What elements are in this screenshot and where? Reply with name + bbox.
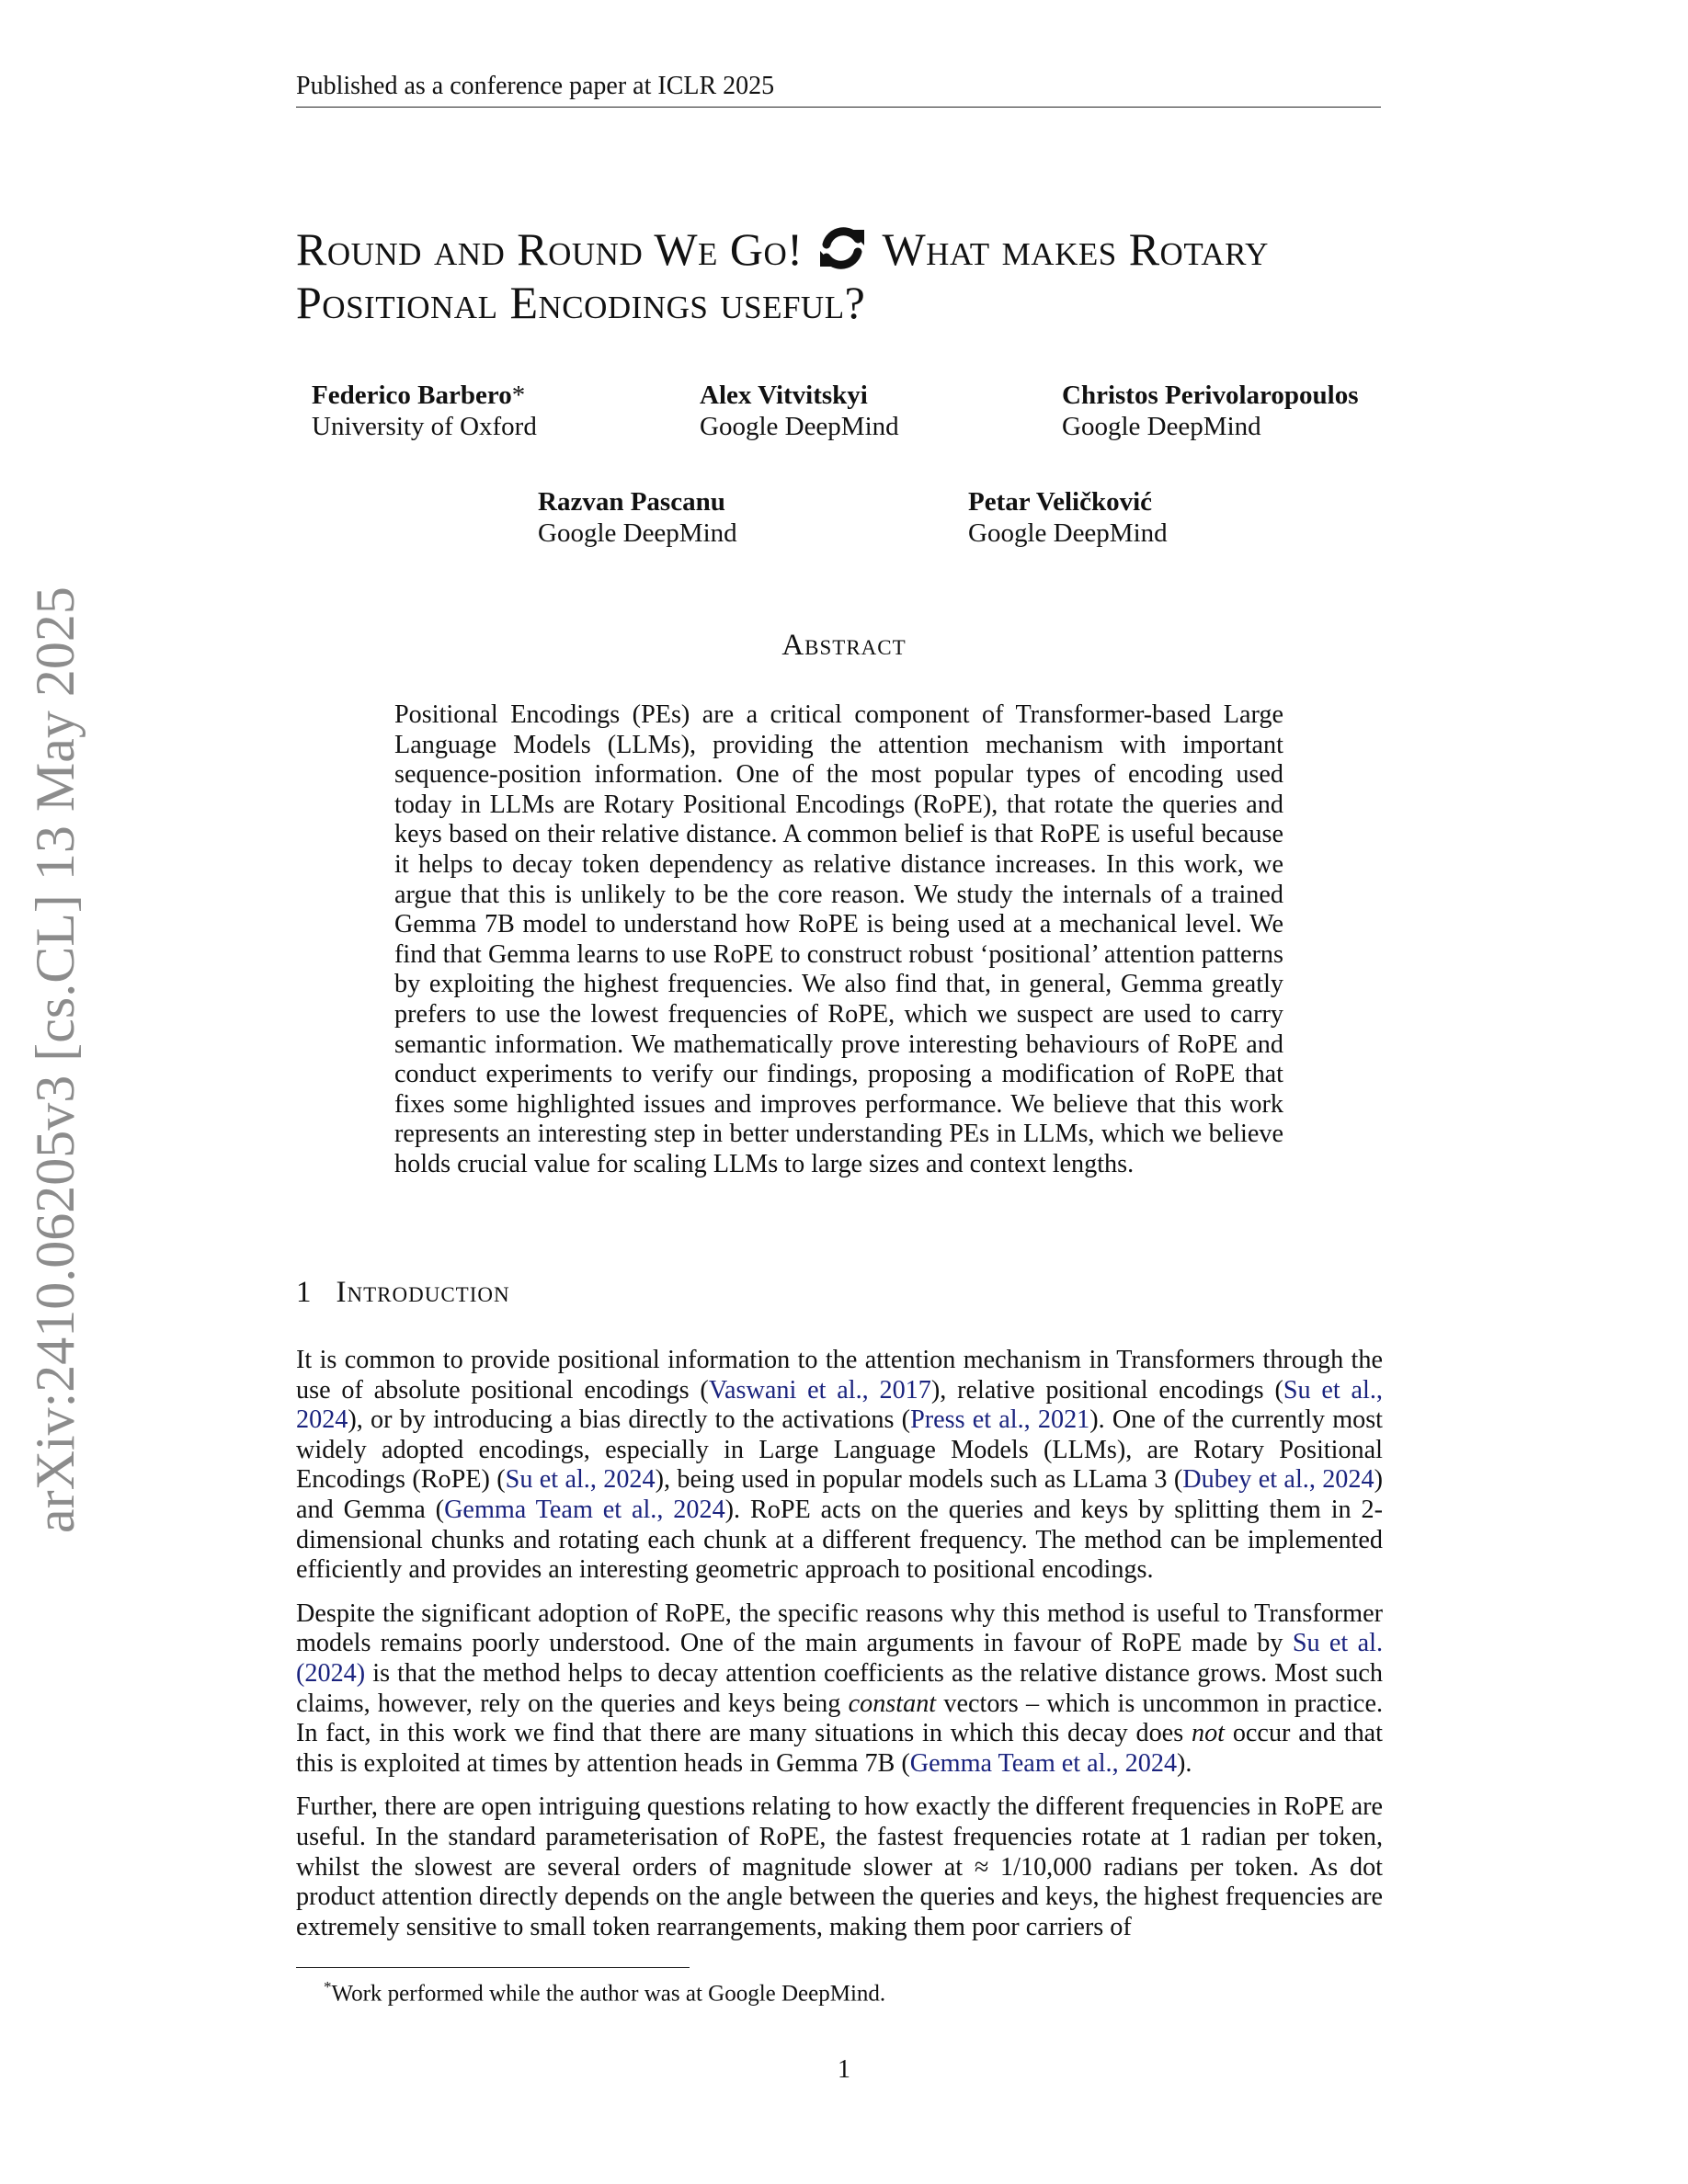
running-header: Published as a conference paper at ICLR 2025 xyxy=(296,72,1381,108)
author-affiliation: Google DeepMind xyxy=(700,412,899,441)
citation-link[interactable]: Press et al., 2021 xyxy=(910,1405,1090,1435)
citation-link[interactable]: Su et al., 2024 xyxy=(296,1375,1383,1435)
refresh-icon xyxy=(818,226,866,270)
paragraph: Further, there are open intriguing questions relating to how exactly the different frequencies in RoPE are useful. In the standard parameterisation of RoPE, the fastest frequencies rotate at 1 radian per token, whilst the slowest are several orders of magnitude slower at ≈ 1/10,000 radians per token. As dot product attention directly depends on the angle between the queries and keys, the highest frequencies are extremely sensitive to small token rearrangements, making them poor carriers of xyxy=(296,1792,1383,1941)
citation-link[interactable]: Su et al. (2024) xyxy=(296,1629,1383,1688)
author-name: Christos Perivolaropoulos xyxy=(1062,381,1359,410)
author-block xyxy=(538,486,737,549)
citation-link[interactable]: Dubey et al., 2024 xyxy=(1182,1465,1374,1495)
section-heading xyxy=(296,1276,510,1310)
title-line-2: Positional Encodings useful? xyxy=(296,277,866,328)
author-name: Razvan Pascanu xyxy=(538,487,725,517)
introduction-body xyxy=(296,1346,1383,1956)
citation-link[interactable]: Vaswani et al., 2017 xyxy=(708,1375,931,1405)
section-title: Introduction xyxy=(336,1276,510,1309)
author-affiliation: Google DeepMind xyxy=(968,518,1168,548)
paragraph: Despite the significant adoption of RoPE, the specific reasons why this method is useful to Transformer models remains poorly understood. One of the main arguments in favour of RoPE made by Su et al. (2024) is that the method helps to decay attention coefficients as the relative distance grows. Most such claims, however, rely on the queries and keys being constant vectors – which is uncommon in practice. In fact, in this work we find that there are many situations in which this decay does not occur and that this is exploited at times by attention heads in Gemma 7B (Gemma Team et al., 2024). xyxy=(296,1598,1384,1778)
author-block xyxy=(700,380,899,442)
paper-title xyxy=(296,222,1399,329)
citation-link[interactable]: Gemma Team et al., 2024 xyxy=(444,1495,725,1524)
author-block xyxy=(968,486,1168,549)
author-affiliation: Google DeepMind xyxy=(538,518,737,548)
author-mark: * xyxy=(511,381,526,410)
footnote-divider xyxy=(296,1967,690,1968)
author-name: Alex Vitvitskyi xyxy=(700,381,868,410)
citation-link[interactable]: Gemma Team et al., 2024 xyxy=(909,1748,1178,1778)
title-part-1: Round and Round We Go! xyxy=(296,223,804,275)
title-part-2: What makes Rotary xyxy=(882,223,1269,275)
arxiv-identifier: arXiv:2410.06205v3 [cs.CL] 13 May 2025 xyxy=(25,586,86,1533)
footnote: *Work performed while the author was at Google DeepMind. xyxy=(324,1978,886,2007)
author-block xyxy=(1062,380,1359,442)
author-block xyxy=(312,380,537,442)
author-affiliation: University of Oxford xyxy=(312,412,537,441)
author-name: Federico Barbero xyxy=(312,381,512,410)
section-number: 1 xyxy=(296,1276,313,1309)
author-name: Petar Veličković xyxy=(968,487,1153,517)
abstract-text: Positional Encodings (PEs) are a critical component of Transformer-based Large Language Models (LLMs), providing the attention mechanism with important sequence-position information. One of the most popular types of encoding used today in LLMs are Rotary Positional Encodings (RoPE), that rotate the queries and keys based on their relative distance. A common belief is that RoPE is useful because it helps to decay token dependency as relative distance increases. In this work, we argue that this is unlikely to be the core reason. We study the internals of a trained Gemma 7B model to understand how RoPE is being used at a mechanical level. We find that Gemma learns to use RoPE to construct robust ‘positional’ attention patterns by exploiting the highest frequencies. We also find that, in general, Gemma greatly prefers to use the lowest frequencies of RoPE, which we suspect are used to carry semantic information. We mathematically prove interesting behaviours of RoPE and conduct experiments to verify our findings, proposing a modification of RoPE that fixes some highlighted issues and improves performance. We believe that this work represents an interesting step in better understanding PEs in LLMs, which we believe holds crucial value for scaling LLMs to large sizes and context lengths. xyxy=(394,700,1283,1178)
abstract-heading: Abstract xyxy=(781,629,907,662)
paragraph: It is common to provide positional information to the attention mechanism in Transformers through the use of absolute positional encodings (Vaswani et al., 2017), relative positional encodings (Su et al., 2024), or by introducing a bias directly to the activations (Press et al., 2021). One of the currently most widely adopted encodings, especially in Large Language Models (LLMs), are Rotary Positional Encodings (RoPE) (Su et al., 2024), being used in popular models such as LLama 3 (Dubey et al., 2024) and Gemma (Gemma Team et al., 2024). RoPE acts on the queries and keys by splitting them in 2-dimensional chunks and rotating each chunk at a different frequency. The method can be implemented efficiently and provides an interesting geometric approach to positional encodings. xyxy=(296,1346,1384,1585)
citation-link[interactable]: Su et al., 2024 xyxy=(505,1465,656,1495)
author-affiliation: Google DeepMind xyxy=(1062,412,1261,441)
page-number: 1 xyxy=(838,2055,850,2084)
